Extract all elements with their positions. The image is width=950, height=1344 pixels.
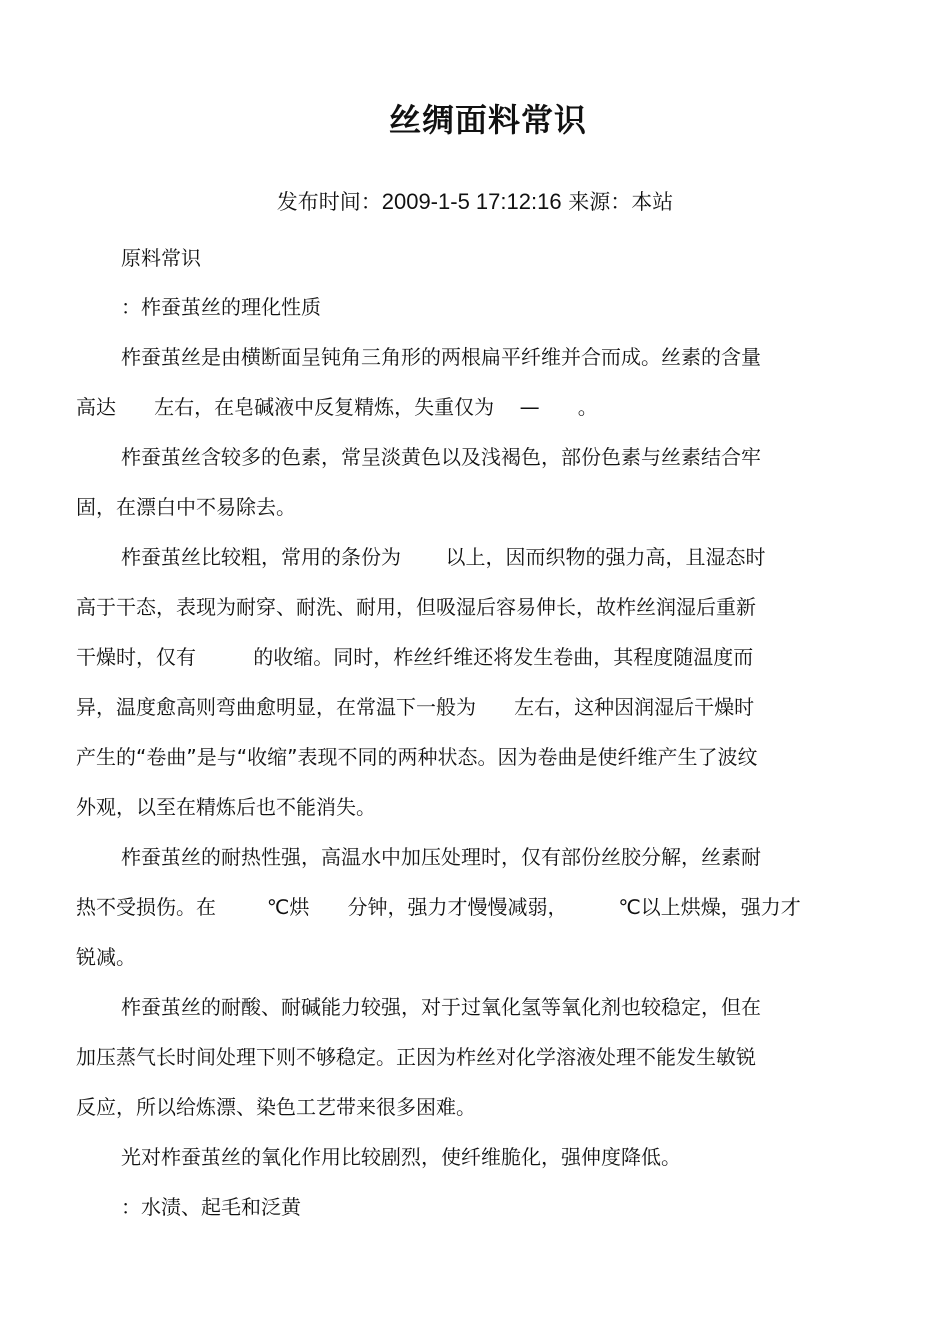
paragraph-line: 柞蚕茧丝含较多的色素，常呈淡黄色以及浅褐色，部份色素与丝素结合牢: [121, 445, 761, 469]
paragraph-line: 热不受损伤。在 ℃烘 分钟，强力才慢慢减弱， ℃以上烘燥，强力才: [76, 895, 801, 919]
source-label: 来源：本站: [561, 190, 674, 214]
paragraph-line: 外观，以至在精炼后也不能消失。: [76, 795, 376, 819]
publish-info: [0, 186, 950, 218]
publish-time-label: 发布时间：: [276, 190, 382, 214]
paragraph-line: 反应，所以给炼漂、染色工艺带来很多困难。: [76, 1095, 476, 1119]
paragraph-line: 高达 左右，在皂碱液中反复精炼，失重仅为 — 。: [76, 395, 598, 419]
paragraph-line: 柞蚕茧丝是由横断面呈钝角三角形的两根扁平纤维并合而成。丝素的含量: [121, 345, 761, 369]
subsection-heading: ：柞蚕茧丝的理化性质: [121, 295, 321, 319]
paragraph-line: 产生的“卷曲”是与“收缩”表现不同的两种状态。因为卷曲是使纤维产生了波纹: [76, 745, 758, 769]
paragraph-line: 柞蚕茧丝的耐热性强，高温水中加压处理时，仅有部份丝胶分解，丝素耐: [121, 845, 761, 869]
paragraph-line: 加压蒸气长时间处理下则不够稳定。正因为柞丝对化学溶液处理不能发生敏锐: [76, 1045, 756, 1069]
paragraph-line: 异，温度愈高则弯曲愈明显，在常温下一般为 左右，这种因润湿后干燥时: [76, 695, 755, 719]
document-title: 丝绸面料常识: [388, 101, 587, 139]
publish-datetime: 2009-1-5 17:12:16: [381, 189, 562, 214]
paragraph-line: 锐减。: [76, 945, 136, 969]
section-heading: 原料常识: [121, 246, 201, 270]
subsection-heading: ：水渍、起毛和泛黄: [121, 1195, 301, 1219]
paragraph-line: 固，在漂白中不易除去。: [76, 495, 296, 519]
paragraph-line: 柞蚕茧丝比较粗，常用的条份为 以上，因而织物的强力高，且湿态时: [121, 545, 766, 569]
paragraph-line: 干燥时，仅有 的收缩。同时，柞丝纤维还将发生卷曲，其程度随温度而: [76, 645, 754, 669]
paragraph-line: 光对柞蚕茧丝的氧化作用比较剧烈，使纤维脆化，强伸度降低。: [121, 1145, 681, 1169]
paragraph-line: 柞蚕茧丝的耐酸、耐碱能力较强，对于过氧化氢等氧化剂也较稳定，但在: [121, 995, 761, 1019]
paragraph-line: 高于干态，表现为耐穿、耐洗、耐用，但吸湿后容易伸长，故柞丝润湿后重新: [76, 595, 756, 619]
